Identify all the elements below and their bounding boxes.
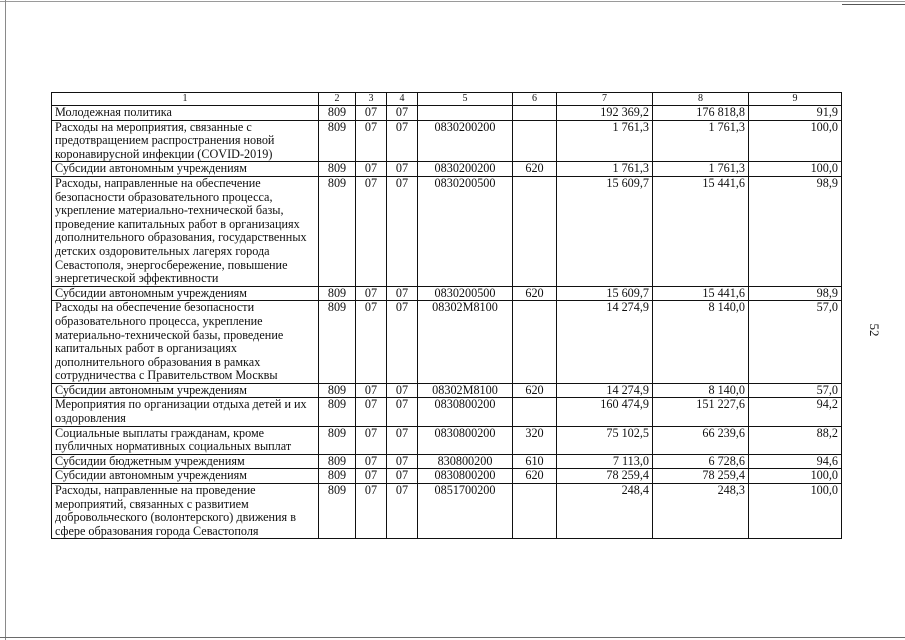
cell-col-2: 809 [319, 120, 356, 162]
cell-col-8: 6 728,6 [653, 454, 749, 469]
cell-col-9: 100,0 [749, 162, 842, 177]
cell-col-7: 78 259,4 [557, 469, 653, 484]
cell-col-7: 75 102,5 [557, 426, 653, 454]
cell-col-6: 610 [513, 454, 557, 469]
cell-col-5: 0830800200 [418, 398, 513, 426]
cell-col-9: 94,6 [749, 454, 842, 469]
cell-col-3: 07 [356, 301, 387, 384]
cell-col-4: 07 [387, 106, 418, 121]
cell-col-4: 07 [387, 383, 418, 398]
cell-col-3: 07 [356, 454, 387, 469]
cell-col-7: 248,4 [557, 484, 653, 539]
cell-col-5: 0830200500 [418, 176, 513, 286]
page-number: 52 [867, 323, 882, 337]
cell-col-6: 620 [513, 383, 557, 398]
cell-col-5: 0830200200 [418, 120, 513, 162]
cell-col-7: 15 609,7 [557, 176, 653, 286]
cell-col-8: 176 818,8 [653, 106, 749, 121]
column-header: 4 [387, 93, 418, 106]
cell-col-2: 809 [319, 426, 356, 454]
cell-col-3: 07 [356, 162, 387, 177]
cell-col-3: 07 [356, 286, 387, 301]
column-header: 6 [513, 93, 557, 106]
cell-col-6: 620 [513, 469, 557, 484]
cell-col-6 [513, 484, 557, 539]
cell-col-6: 620 [513, 162, 557, 177]
cell-col-5: 830800200 [418, 454, 513, 469]
cell-col-7: 160 474,9 [557, 398, 653, 426]
cell-col-3: 07 [356, 176, 387, 286]
cell-col-9: 98,9 [749, 176, 842, 286]
cell-col-4: 07 [387, 120, 418, 162]
cell-col-2: 809 [319, 286, 356, 301]
cell-col-5: 0830200500 [418, 286, 513, 301]
cell-col-2: 809 [319, 106, 356, 121]
cell-col-7: 14 274,9 [557, 301, 653, 384]
table-row [52, 106, 842, 121]
scan-top-mark [842, 4, 905, 5]
cell-col-9: 100,0 [749, 120, 842, 162]
column-header: 1 [52, 93, 319, 106]
cell-col-2: 809 [319, 454, 356, 469]
cell-col-7: 7 113,0 [557, 454, 653, 469]
cell-col-2: 809 [319, 162, 356, 177]
row-description: Расходы, направленные на проведение мероприятий, связанных с развитием добровольческого (волонтерского) движения в сфере образования города Севастополя [52, 484, 319, 539]
cell-col-6 [513, 398, 557, 426]
cell-col-3: 07 [356, 398, 387, 426]
row-description: Расходы на обеспечение безопасности образовательного процесса, укрепление материально-технической базы, проведение капитальных работ в организациях дополнительного образования в рамках сотрудничества с Правительством Москвы [52, 301, 319, 384]
cell-col-5: 08302М8100 [418, 301, 513, 384]
table-row [52, 176, 842, 286]
cell-col-8: 1 761,3 [653, 162, 749, 177]
cell-col-2: 809 [319, 383, 356, 398]
cell-col-4: 07 [387, 484, 418, 539]
cell-col-4: 07 [387, 454, 418, 469]
table-row [52, 120, 842, 162]
cell-col-8: 248,3 [653, 484, 749, 539]
cell-col-9: 100,0 [749, 484, 842, 539]
cell-col-9: 98,9 [749, 286, 842, 301]
cell-col-4: 07 [387, 176, 418, 286]
column-header: 5 [418, 93, 513, 106]
row-description: Субсидии бюджетным учреждениям [52, 454, 319, 469]
cell-col-7: 15 609,7 [557, 286, 653, 301]
table-header-row [52, 93, 842, 106]
cell-col-3: 07 [356, 383, 387, 398]
cell-col-3: 07 [356, 469, 387, 484]
cell-col-4: 07 [387, 469, 418, 484]
cell-col-9: 57,0 [749, 301, 842, 384]
cell-col-6 [513, 176, 557, 286]
cell-col-8: 151 227,6 [653, 398, 749, 426]
cell-col-4: 07 [387, 398, 418, 426]
table-row [52, 454, 842, 469]
cell-col-8: 15 441,6 [653, 176, 749, 286]
row-description: Субсидии автономным учреждениям [52, 286, 319, 301]
cell-col-4: 07 [387, 286, 418, 301]
cell-col-8: 78 259,4 [653, 469, 749, 484]
table-row [52, 426, 842, 454]
column-header: 2 [319, 93, 356, 106]
cell-col-8: 66 239,6 [653, 426, 749, 454]
cell-col-3: 07 [356, 484, 387, 539]
cell-col-7: 14 274,9 [557, 383, 653, 398]
cell-col-7: 192 369,2 [557, 106, 653, 121]
scan-left-edge [5, 0, 6, 640]
cell-col-7: 1 761,3 [557, 120, 653, 162]
cell-col-5: 08302М8100 [418, 383, 513, 398]
cell-col-6 [513, 120, 557, 162]
cell-col-8: 1 761,3 [653, 120, 749, 162]
cell-col-3: 07 [356, 120, 387, 162]
cell-col-2: 809 [319, 176, 356, 286]
cell-col-9: 91,9 [749, 106, 842, 121]
table-row [52, 383, 842, 398]
cell-col-2: 809 [319, 484, 356, 539]
cell-col-2: 809 [319, 301, 356, 384]
cell-col-5: 0830200200 [418, 162, 513, 177]
row-description: Мероприятия по организации отдыха детей и их оздоровления [52, 398, 319, 426]
row-description: Субсидии автономным учреждениям [52, 162, 319, 177]
column-header: 3 [356, 93, 387, 106]
cell-col-2: 809 [319, 469, 356, 484]
cell-col-5 [418, 106, 513, 121]
cell-col-8: 8 140,0 [653, 301, 749, 384]
cell-col-8: 8 140,0 [653, 383, 749, 398]
row-description: Молодежная политика [52, 106, 319, 121]
cell-col-9: 100,0 [749, 469, 842, 484]
scan-bottom-edge [0, 637, 905, 638]
cell-col-4: 07 [387, 426, 418, 454]
table-row [52, 301, 842, 384]
cell-col-7: 1 761,3 [557, 162, 653, 177]
row-description: Субсидии автономным учреждениям [52, 383, 319, 398]
cell-col-4: 07 [387, 162, 418, 177]
cell-col-6 [513, 106, 557, 121]
column-header: 9 [749, 93, 842, 106]
scan-top-edge [0, 1, 905, 2]
table-row [52, 286, 842, 301]
table-row [52, 162, 842, 177]
cell-col-6: 620 [513, 286, 557, 301]
cell-col-6: 320 [513, 426, 557, 454]
cell-col-8: 15 441,6 [653, 286, 749, 301]
column-header: 8 [653, 93, 749, 106]
cell-col-5: 0830800200 [418, 426, 513, 454]
row-description: Расходы, направленные на обеспечение безопасности образовательного процесса, укрепление материально-технической базы, проведение капитальных работ в организациях дополнительного образования, государственных детских оздоровительных лагерях города Севастополя, энергосбережение, повышение энергетической эффективности [52, 176, 319, 286]
budget-table [51, 92, 842, 539]
cell-col-9: 94,2 [749, 398, 842, 426]
table-row [52, 484, 842, 539]
row-description: Социальные выплаты гражданам, кроме публичных нормативных социальных выплат [52, 426, 319, 454]
table-row [52, 469, 842, 484]
cell-col-4: 07 [387, 301, 418, 384]
row-description: Расходы на мероприятия, связанные с предотвращением распространения новой коронавирусной инфекции (COVID-2019) [52, 120, 319, 162]
cell-col-5: 0830800200 [418, 469, 513, 484]
cell-col-2: 809 [319, 398, 356, 426]
cell-col-9: 57,0 [749, 383, 842, 398]
cell-col-9: 88,2 [749, 426, 842, 454]
cell-col-3: 07 [356, 106, 387, 121]
table-row [52, 398, 842, 426]
row-description: Субсидии автономным учреждениям [52, 469, 319, 484]
cell-col-5: 0851700200 [418, 484, 513, 539]
cell-col-3: 07 [356, 426, 387, 454]
column-header: 7 [557, 93, 653, 106]
cell-col-6 [513, 301, 557, 384]
